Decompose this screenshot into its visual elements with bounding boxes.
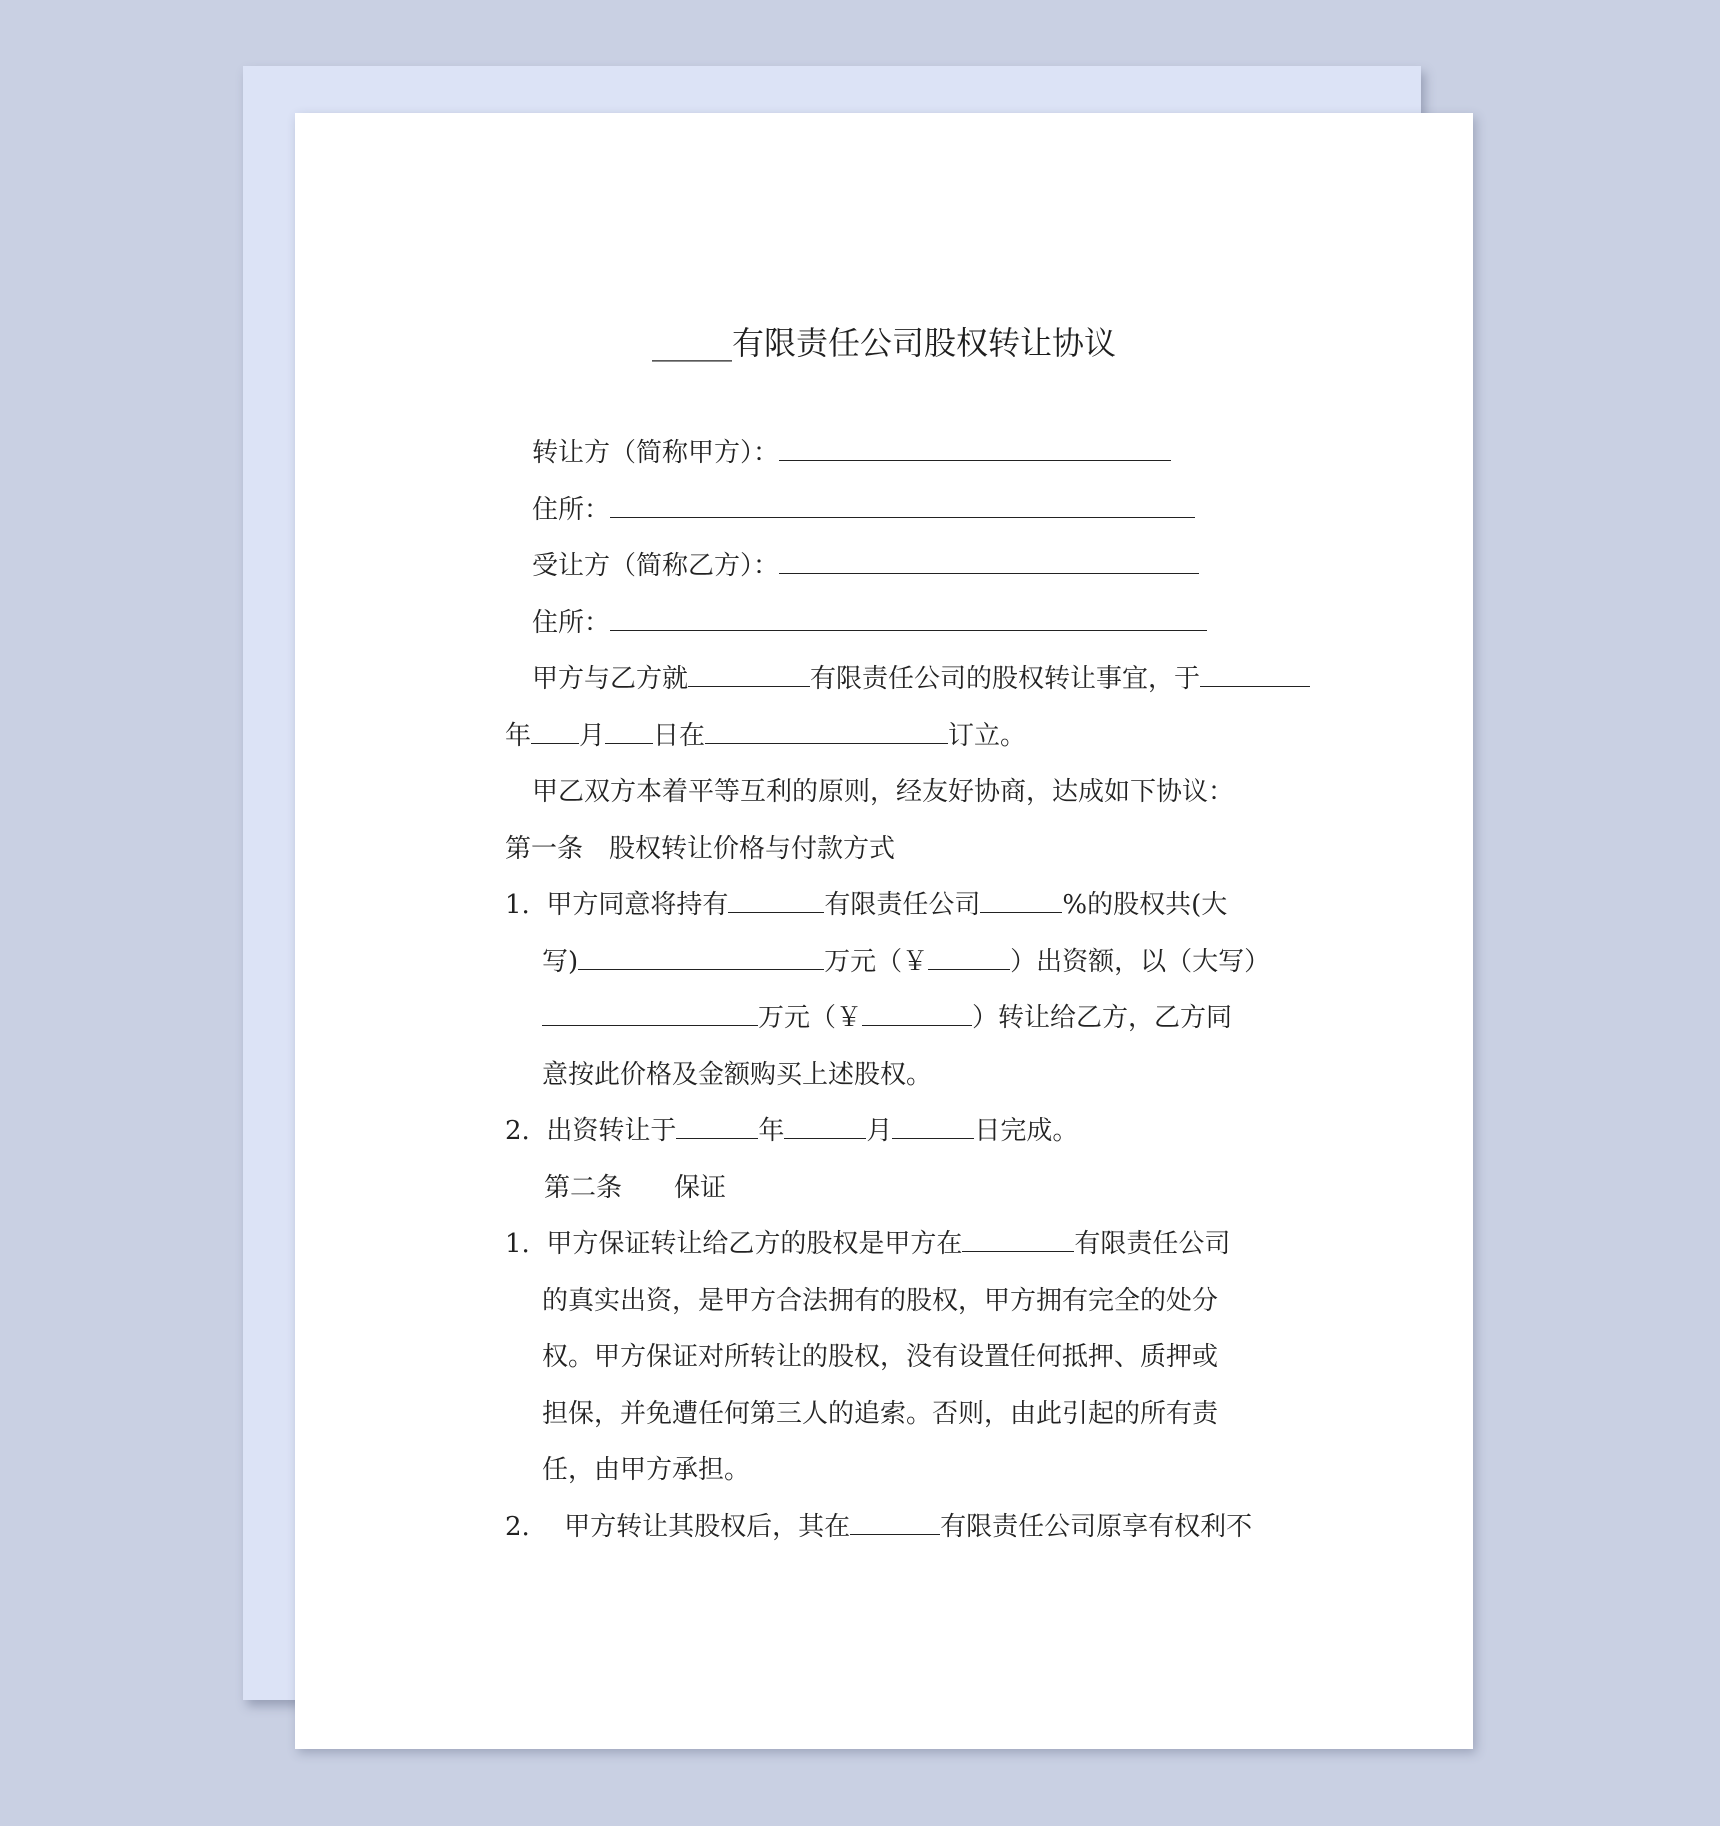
transferee-blank — [779, 549, 1199, 574]
article-2-item-1-line-2: 的真实出资，是甲方合法拥有的股权，甲方拥有完全的处分 — [542, 1286, 1219, 1316]
transferor-address-line — [532, 482, 1195, 539]
article-2-item-2 — [505, 1499, 1252, 1556]
capital-amount-number-blank — [928, 945, 1010, 970]
percent-blank — [980, 888, 1062, 913]
transferor-label: 转让方（简称甲方）： — [532, 438, 780, 468]
intro-text: 有限责任公司的股权转让事宜，于 — [810, 664, 1201, 694]
article-2-item-1-line-4: 担保，并免遭任何第三人的追索。否则，由此引起的所有责 — [542, 1399, 1219, 1429]
place-blank — [705, 719, 948, 744]
clause-text: 1. 甲方同意将持有 — [505, 890, 729, 920]
intro-line-2 — [505, 708, 1026, 765]
clause-text: 写) — [542, 947, 579, 977]
intro-text: 订立。 — [948, 721, 1027, 751]
article-1-item-2 — [505, 1103, 1078, 1160]
clause-text: 年 — [758, 1116, 785, 1146]
article-2-item-1-line-1 — [505, 1216, 1230, 1273]
clause-text: 万元（￥ — [758, 1003, 863, 1033]
clause-text: ）出资额，以（大写） — [1010, 947, 1271, 977]
clause-text: %的股权共(大 — [1062, 890, 1228, 920]
article-1-item-1-line-1 — [505, 877, 1227, 934]
article-2-heading: 第二条 保证 — [544, 1173, 727, 1203]
company-blank — [688, 662, 810, 687]
clause-text: 2. 甲方转让其股权后，其在 — [505, 1512, 851, 1542]
company-blank — [850, 1510, 940, 1535]
transferor-blank — [779, 436, 1171, 461]
address-label: 住所： — [532, 608, 611, 638]
price-number-blank — [862, 1001, 972, 1026]
clause-text: 月 — [866, 1116, 893, 1146]
year-blank — [676, 1114, 758, 1139]
clause-text: ）转让给乙方，乙方同 — [972, 1003, 1233, 1033]
transferee-line — [532, 538, 1199, 595]
intro-line-1 — [532, 651, 1310, 708]
clause-text: 有限责任公司 — [824, 890, 981, 920]
year-blank — [1200, 662, 1310, 687]
transferee-label: 受让方（简称乙方）： — [532, 551, 780, 581]
article-2-item-1-line-3: 权。甲方保证对所转让的股权，没有设置任何抵押、质押或 — [542, 1342, 1219, 1372]
article-1-item-1-line-4: 意按此价格及金额购买上述股权。 — [542, 1060, 933, 1090]
clause-text: 2. 出资转让于 — [505, 1116, 677, 1146]
clause-text: 有限责任公司 — [1074, 1229, 1231, 1259]
day-blank — [892, 1114, 974, 1139]
transferee-address-blank — [610, 606, 1207, 631]
company-blank — [728, 888, 824, 913]
article-1-heading: 第一条 股权转让价格与付款方式 — [505, 834, 896, 864]
clause-text: 万元（￥ — [824, 947, 929, 977]
intro-text: 月 — [579, 721, 606, 751]
capital-amount-words-blank — [578, 945, 824, 970]
month-blank — [531, 719, 579, 744]
document-title: _____有限责任公司股权转让协议 — [651, 324, 1116, 362]
address-label: 住所： — [532, 495, 611, 525]
agreement-document — [295, 113, 1473, 1749]
intro-text: 甲方与乙方就 — [532, 664, 689, 694]
month-blank — [784, 1114, 866, 1139]
intro-line-3: 甲乙双方本着平等互利的原则，经友好协商，达成如下协议： — [532, 777, 1235, 807]
clause-text: 1. 甲方保证转让给乙方的股权是甲方在 — [505, 1229, 963, 1259]
company-blank — [962, 1227, 1074, 1252]
article-2-item-1-line-5: 任，由甲方承担。 — [542, 1455, 751, 1485]
day-blank — [605, 719, 653, 744]
price-words-blank — [542, 1001, 758, 1026]
intro-text: 日在 — [653, 721, 706, 751]
transferor-line — [532, 425, 1171, 482]
article-1-item-1-line-2 — [542, 934, 1270, 991]
article-1-item-1-line-3 — [542, 990, 1232, 1047]
intro-text: 年 — [505, 721, 532, 751]
transferee-address-line — [532, 595, 1207, 652]
clause-text: 日完成。 — [974, 1116, 1079, 1146]
transferor-address-blank — [610, 493, 1195, 518]
clause-text: 有限责任公司原享有权利不 — [940, 1512, 1253, 1542]
